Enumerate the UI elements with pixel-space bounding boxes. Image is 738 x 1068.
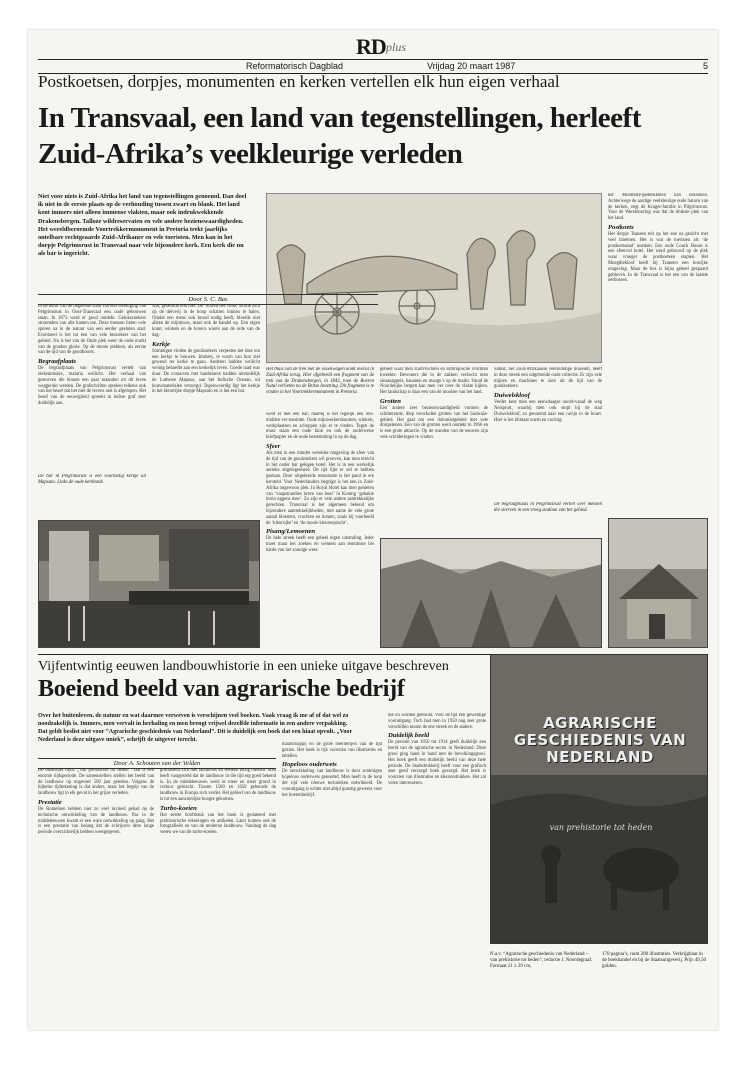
article1-col2-a: was, gebeurde ook hier. De ‘hoffen des volks’ stortte zich op de delverij in de hoop schatten binnen te halen. Omdat een mens ook brood nodig heeft, bloeide niet alleen de mijnbouw, maar ook de handel op. Een eigen krant, winkels en de horeca waren aan de orde van de dag. [152,304,260,338]
article2-col4-c: De Stadsdrukkerij heeft voor een grafisch zeer goed verzorgd boek gezorgd. Het boek is voorzien van illustraties en kleurendrukken. Het zal velen interesseren. [388,763,486,786]
rd-logo-plus: plus [386,40,407,54]
article1-col1-begraafplaats: De begraafplaats van Pelgrimsrust vertelt van ziekenmisère, malaria wellicht. Het verhaal van gestorven die binnen een paar maanden uit dit leven weggerukt werden. De grafschriften spreken telkens ook van het besef dat het met de levens niet is afgelopen. Het besef van de eeuwigheid spreekt in iedere graf zeer duidelijk aan. [38,366,146,406]
article2-col4-a: die nu worden gebruikt. Voor de tijd een geweldige vooruitgang. Toch had men in 1950 nog zeer grote verschillen tussen de ene streek en de andere. [388,713,486,730]
article1-col3-a: werd er met een bar; daarbij is het regelijk een reis-midden ver tenslotte. Oude mijnwerkersbuurten, winkels, werkplaatsen en schoppen zijn er te vinden. Tegen de muur staan een oude klok en ook de ouderwetse briefpapier en de oude bestemming in op de dag. [266,412,374,441]
relief-illustration [266,193,602,363]
masthead-rule-top [38,59,708,60]
subhead-prestatie: Prestatie [38,798,62,806]
article1-lead: Niet voor niets is Zuid-Afrika het land van tegenstellingen genoemd. Dan doel ik niet in de eerste plaats op de verhouding tussen zwart en blank. Het land kent immers niet alleen immense vlakten, maar ook indrukwekkende Drakensbergen. Talloze wildreservaten en vele andere bezienswaardigheden. Het wereldberoemde Voortrekkermonument in Pretoria trekt jaarlijks ontelbare rechtgeaarde Zuid-Afrikaner en vele toeristen. Men kan in het dorpje Pelgrimsrust in Transvaal naar vele bijzondere kerk. Een kerk die nu als bar is ingericht. [38,193,247,258]
article1-col3-e: De hele streek heeft een geheel eigen uitstraling. Ieder moet maar het zoeken en wennen aan tenminste het harde van het zonnige weer. [266,536,374,553]
article2-col2-a: grondsoort zich met landbouw en veeteelt bezig hielden. Men heeft vastgesteld dat de landbouw in die tijd erg goed bekend is. In de middeleeuwen werd er meer en meer grond in cultuur gebracht. [160,768,276,791]
bar-interior-photo [38,520,260,648]
article1-kicker: Postkoetsen, dorpjes, monumenten en kerken vertellen elk hun eigen verhaal [38,72,560,91]
subhead-pisang: Pisang/Lemoenen [266,528,316,536]
book-cover-image [490,654,708,944]
article1-headline: In Transvaal, een land van tegenstellingen, herleeft Zuid-Afrika’s veelkleurige verleden [38,102,641,170]
article1-col5-a: Satnat, het Zuid-Afrikaanse veerkundige museum, heeft in deze streek een uitgebreide oude collectie. Er zijn vele mijnen en machines te zien uit de tijd van de goudzoekers. [494,367,602,390]
coach-house-photo [608,518,708,648]
article2-col3-a: maatschappij en de grote boerderijen van de tijd gezien. Het boek is rijk voorzien van illustraties en tabellen. [282,742,382,759]
article1-column-6 [608,193,708,513]
article2-kicker: Vijfentwintig eeuwen landbouwhistorie in een unieke uitgave beschreven [38,659,449,674]
subhead-kerkje: Kerkje [152,340,170,348]
rd-logo: RD [356,34,386,59]
article2-col3-b: De ontwikkeling van landbouw is door sommigen hopeloos ouderwets genoemd. Men heeft in de loop der tijd vele nieuwe technieken ontwikkeld. De vooruitgang is echter niet altijd gunstig geweest voor het boerenbedrijf. [282,769,382,798]
article2-col2-c: Het eerste hoofdstuk van het boek is gedateerd met prehistorische tekeningen en artikelen. Later komen ook de fotografieën en van de moderne landbouw. Vandaag de dag weten we van de turbo-koeien. [160,812,276,836]
article2-headline: Boeiend beeld van agrarische bedrijf [38,676,405,702]
article2-column-2 [160,768,276,1018]
page-number: 5 [702,61,708,71]
subhead-duiwelskloof: Duiwelskloof [494,392,530,400]
paper-name: Reformatorisch Dagblad [246,61,344,71]
article1-col3-d: Transvaal is het algemeen bekend om bijzondere aantrekkelijkheden, met name de vele grote aantal bloemen, vruchten en bomen, zoals bij voorbeeld de ‘kleurrijke’ en ‘de mooie kleurenpracht’. [266,503,374,526]
subhead-sfeer: Sfeer [266,442,281,450]
article1-col6-b: Het dorpje Tsaneen telt op het ene na gezicht met veel bloemen. Het is wat de toeristen als ‘de postkoetsstad’ noemen. Een oude Coach House is een sfeervol hotel. Het werd gebouwd op de plek waar vroeger de postkoetsen stopten. [608,231,708,261]
article1-column-2 [152,304,260,516]
article1-byline: Door S. C. Bas [38,294,378,305]
masthead [38,34,708,74]
article2-col4-b: De periode van 1850 tot 1914 geeft duidelijk een beeld van de agrarische sector in Nederland. Deze groei ging hand in hand met de bevolkingsgroei. Het boek geeft een duidelijk beeld van deze hele periode. [388,740,486,769]
article1-column-1 [38,304,146,474]
article1-col6-a: het Montfelfe-gedenkteken kan bezoeken. Achterwege de aardige veelkleurige oude huizen van de kerken, zegt de Kruger-familie in Pilgrimsrust. Voor de Wereldoorlog was dat de drukste plek van het land. [608,193,708,222]
issue-date: Vrijdag 20 maart 1987 [427,61,516,71]
article1-column-3 [266,412,374,648]
article1-col3-c: Voor Nederlanders begrijpt is het een in Zuid-Afrika ongewoon plek. In Royal Hotel kan men genieten van ‘vaapstrandies breve van boer’ in Koning ‘gebakte bruin eggens mee’. Zo zijn er vele andere aantrekkelijke gerechten. [266,479,374,509]
article2-col1-b: De Romeinen hebben niet zo veel invloed gehad op de technische ontwikkeling van de landbouw. Pas in de middeleeuwen kwam er een ware ontwikkeling op gang. Het is een prestatie van belang dat de schrijvers deze lange periode overzichtelijk hebben weergegeven. [38,806,154,836]
article1-col2-b: Sommigen vinden de goudzoekers verpesten het idee om een kerkje te bouwen. Immers, te warm van hun ziel gewend ter kerke te gaan. Anderen hadden wellicht weinig behoefte aan een kerkelijk leven. Goede raad was duur. De contacten met handelaren hadden uiteindelijk de Lutherse Mapuso, aan het Indische Oceaan, uit bouwmaterialen verzorgd. Tegenwoordig ligt het kerkje in het kleurrijke dorpje Mapsuto en is het een bar. [152,348,260,395]
newspaper-page [28,30,718,1030]
caption-relief: Het thuis van de trek met de ossenwagen komt overal in Zuid-Afrika terug. Hier afgebeeld een fragment van de trek van de Drakensbergen, in 1843, toen de Boeren Natal verlieten na de Britse bezetting. Dit fragment is te vinden in het Voortrekkermonument in Pretoria. [266,367,374,396]
article1-col6-c: Het Moegdiekloof heeft bij Tzaneen een bosrijke omgeving. Maar de bos is bijna geheel gespaard gebleven. In de Transvaal is het een van de laatste oerbossen. [608,255,708,284]
subhead-duidelijk-beeld: Duidelijk beeld [388,732,430,740]
article2-byline: Door A. Schouten van der Velden [38,758,276,769]
book-cover-drawing [491,655,708,944]
subhead-hopeloos-ouderwets: Hopeloos ouderwets [282,761,337,769]
caption-bar-photo: De bar in Pelgrimsrust is een voormalig kerkje uit Mapsuto. Links de oude kerkbank. [38,474,146,485]
book-caption-right: 170 pagina’s, ruim 200 illustraties. Verkrijgbaar in de boekhandel en bij de Staatsuitgeverij. Prijs 49,50 gulden. [602,952,707,970]
article1-col4-b: Vanaf de Noordelijke bergen kan men ver over de vlakte kijken. Het landschap is daar een van de mooiste van het land. [380,378,488,396]
article2-column-4 [388,713,486,1018]
article1-column-4 [380,367,488,535]
article2-column-3 [282,742,382,1018]
book-caption-left: N.a.v. “Agrarische geschiedenis van Nederland – van prehistorie tot heden”, redactie J. Noordegraaf. Formaat 21 x 29 cm, [490,952,593,970]
book-cover-title: AGRARISCHE GESCHIEDENIS VAN NEDERLAND [513,714,687,766]
coach-house-photo-drawing [609,519,708,648]
article2-column-1 [38,768,154,1018]
article1-col4-c: Een andere zeer bezienswaardigheid vormen de schitterende, diep verscholen grotten van het Sudwala-gebied. Het gaat om een dolomietgebied met vele druipstenen. Een van de grotten werd ontdekt in 1966 en is een grote attractie. Op de wanden van de eeuwen zijn vele schilderingen te vinden. [380,405,488,440]
article1-col5-b: Verder kent men een eeuwdaagse noord-vanaf de weg Nelspruit, waarbij men ook stopt bij de stad Duiwelskloof, zo genoemd naar een ravijn in de buurt. Hier is het klimaat warm en vochtig. [494,400,602,423]
caves-photo-drawing [381,539,602,648]
book-cover-subtitle: van prehistorie tot heden [549,823,653,832]
article2-lead: Over het buitenleven, de natuur en wat daarmee verweven is verschijnen veel boeken. Vaak vraag ik me af of dat wel zo noodzakelijk is. Immers, men vervalt in herhaling en men brengt vrijwel dezelfde informatie in een andere verpakking. Dat geldt beslist niet voor “Agrarische geschiedenis van Nederland”. Dit is duidelijk een boek dat een hiaat opvult. „Voor Nederland is deze uitgave uniek”, schrijft de uitgever terecht. [38,713,353,743]
article2-col2-b: Tussen 1500 en 1650 gebeurde de landbouw in Europa zich verder. Het gebied van de landbouw is tot een aanzienlijke hoogte gekomen. [160,785,276,802]
subhead-postkoets: Postkoets [608,223,634,231]
article1-column-5 [494,367,602,501]
ox-wagon-relief-drawing [267,194,602,363]
subhead-begraafplaats: Begraafplaats [38,358,77,366]
bar-photo-drawing [39,521,260,648]
article1-col1-intro: In de buurt van de begeleide staat van een vereniging van Pelgrimsrust in Oost-Transvaal een oude gebouwen staan. In 1873 werd er goud ontdekt. Gelukszoekers stroomden van alle kanten toe. Deze mensen lieten vele sporen na in de natuur van een eerder gesloten stad. Eventueel is het tot een van vele bezoekers van het gebied. Nu is het van de Oude plek weer de oude markt van de gouden glorie. Op de mooie plekken, als eerste van de tijd van de goudkoorts. [38,304,146,356]
article1-col3-b: Als men in een minder wereldse omgeving de sfeer van de tijd van de goudzoekers wil proeven, kan men terecht in het ouder bar gelegen hotel. Het is in een werkelijk antieke zitgelegenheid. De tijd lijkt er stil te hebben gestaan. Door uitgebreide restauratie is het pand in ere hersteld. [266,450,374,485]
subhead-grotten: Grotten [380,397,401,405]
caves-photo [380,538,602,648]
subhead-turbo-koeien: Turbo-koeien [160,804,197,812]
article1-col4-a: gebied waar men zuidvruchten en subtropische vruchten kweekte. Bewoners die in de zakken verkocht men sinaasappels, bananen en mango’s op de markt. [380,367,488,384]
article2-col1-a: De ondertitel luidt: „Van prehistorie tot heden”. Dat is een enorme tijdsperiode. De samenstellers stellen het beeld van de landbouw op ongeveer 500 jaar geleden. Volgens de bijbelse tijdrekening is dat anders, maar het begrip van de landbouw ligt in elk geval in het grijze verleden. [38,768,154,797]
caption-pelgrimsrust: De begraafplaats in Pelgrimsrust vertelt over mensen die stierven in een vroeg stadium van het gebied. [494,502,602,513]
